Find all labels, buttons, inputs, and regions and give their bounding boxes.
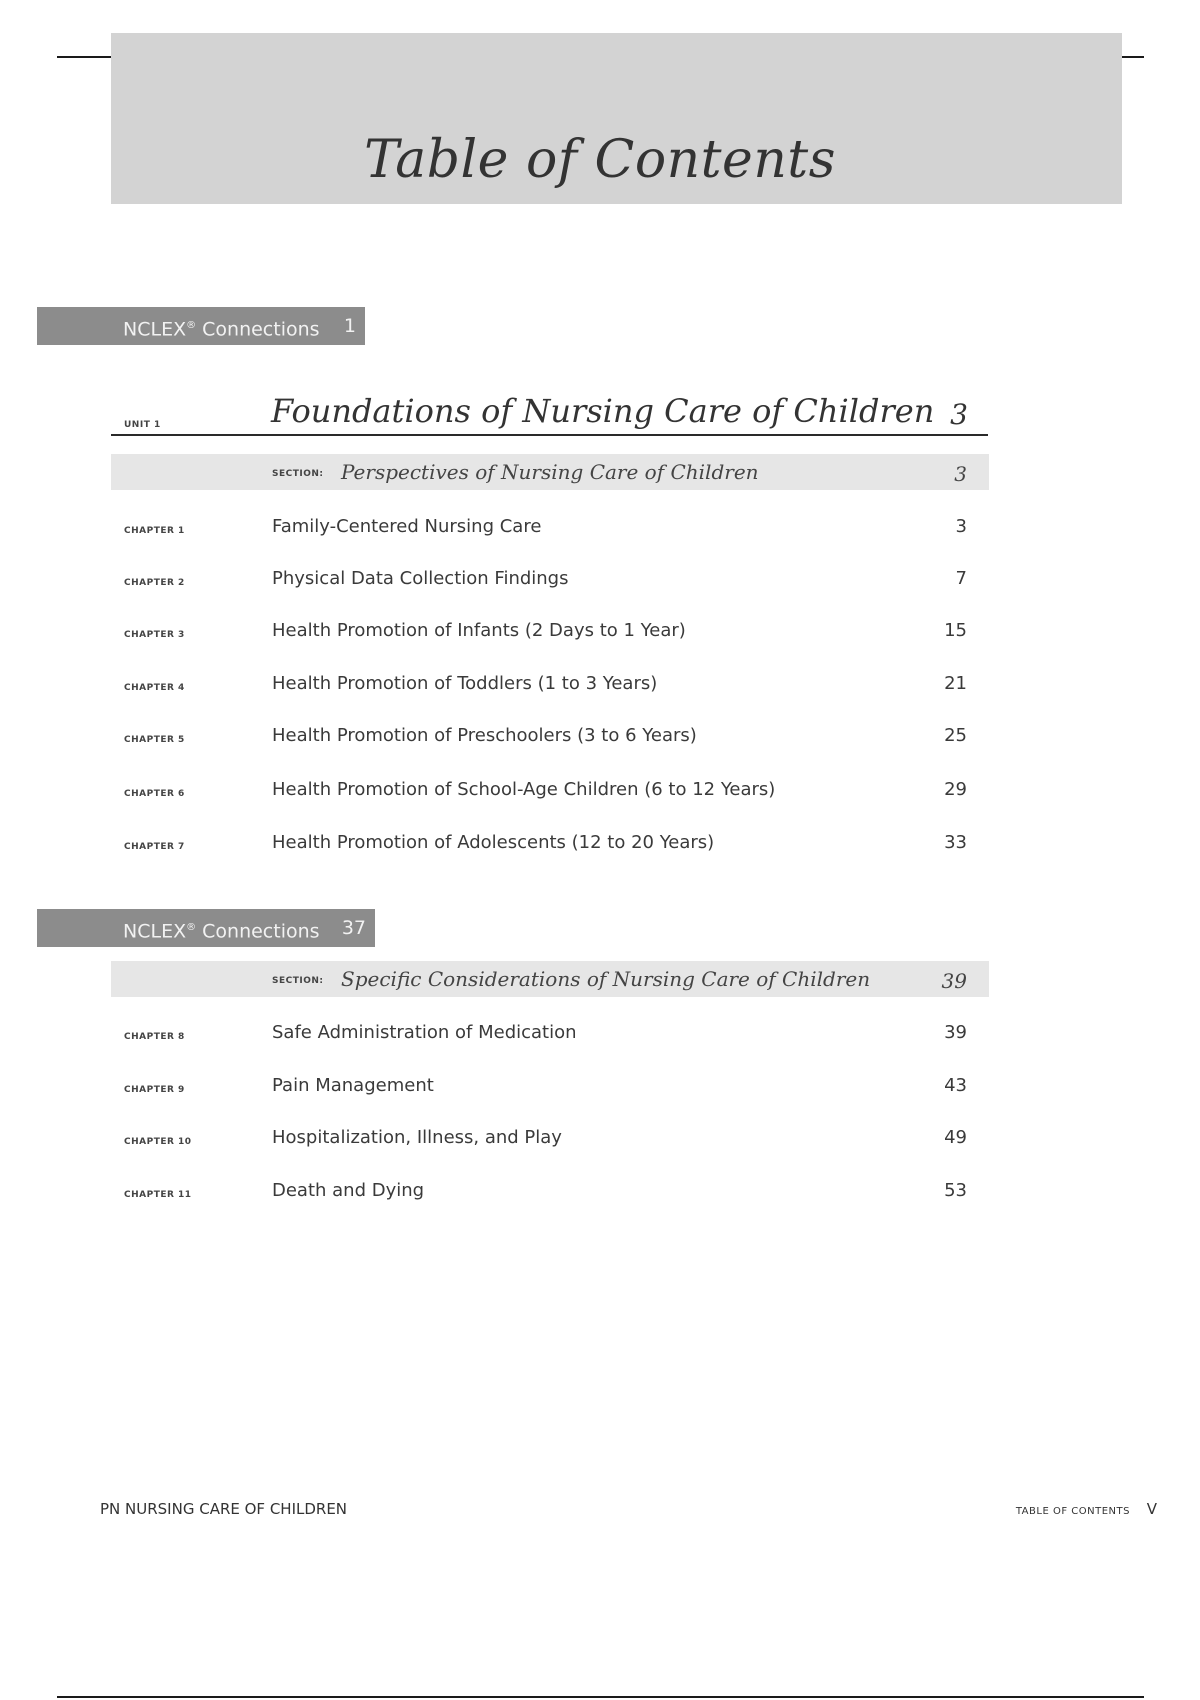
chapter-label: CHAPTER 2	[124, 578, 185, 588]
chapter-row-10[interactable]	[111, 1127, 981, 1157]
registered-mark: ®	[186, 320, 197, 331]
nclex-connections-link-1[interactable]	[37, 307, 365, 345]
chapter-label: CHAPTER 3	[124, 630, 185, 640]
chapter-title: Family-Centered Nursing Care	[272, 516, 542, 537]
chapter-page: 25	[944, 725, 967, 746]
chapter-page: 43	[944, 1075, 967, 1096]
page-title: Table of Contents	[364, 130, 836, 190]
chapter-title: Physical Data Collection Findings	[272, 568, 569, 589]
nclex-page: 37	[341, 917, 366, 939]
section-label: SECTION:	[272, 976, 324, 986]
chapter-title: Pain Management	[272, 1075, 434, 1096]
section-row-1[interactable]	[111, 454, 989, 490]
nclex-page: 1	[343, 315, 356, 337]
unit-title: Foundations of Nursing Care of Children	[271, 392, 935, 430]
footer-section-label: TABLE OF CONTENTS	[1015, 1506, 1130, 1517]
chapter-page: 53	[944, 1180, 967, 1201]
nclex-label: NCLEX	[123, 920, 187, 943]
chapter-title: Safe Administration of Medication	[272, 1022, 577, 1043]
chapter-row-7[interactable]	[111, 832, 981, 862]
footer-page-info	[1016, 1500, 1157, 1518]
chapter-title: Death and Dying	[272, 1180, 425, 1201]
chapter-page: 15	[944, 620, 967, 641]
chapter-page: 49	[944, 1127, 967, 1148]
chapter-title: Health Promotion of Infants (2 Days to 1 Year)	[272, 620, 686, 641]
unit-label: UNIT 1	[124, 420, 161, 430]
bottom-rule	[57, 1696, 1144, 1698]
chapter-page: 39	[944, 1022, 967, 1043]
unit-page: 3	[950, 398, 968, 431]
chapter-page: 21	[944, 673, 967, 694]
chapter-row-2[interactable]	[111, 568, 981, 598]
chapter-label: CHAPTER 4	[124, 683, 185, 693]
chapter-label: CHAPTER 10	[124, 1137, 192, 1147]
chapter-label: CHAPTER 7	[124, 842, 185, 852]
chapter-row-1[interactable]	[111, 516, 981, 546]
chapter-title: Health Promotion of Adolescents (12 to 20 Years)	[272, 832, 715, 853]
section-row-2[interactable]	[111, 961, 989, 997]
section-page: 39	[941, 969, 967, 993]
footer-book-title: PN NURSING CARE OF CHILDREN	[100, 1500, 348, 1518]
section-label: SECTION:	[272, 469, 324, 479]
nclex-connections-link-2[interactable]	[37, 909, 375, 947]
chapter-label: CHAPTER 6	[124, 789, 185, 799]
chapter-label: CHAPTER 9	[124, 1085, 185, 1095]
section-title: Specific Considerations of Nursing Care of Children	[341, 967, 871, 991]
chapter-row-3[interactable]	[111, 620, 981, 650]
nclex-suffix: Connections	[202, 920, 320, 943]
chapter-title: Health Promotion of Preschoolers (3 to 6 Years)	[272, 725, 697, 746]
chapter-title: Health Promotion of School-Age Children (6 to 12 Years)	[272, 779, 776, 800]
nclex-label: NCLEX	[123, 318, 187, 341]
chapter-row-5[interactable]	[111, 725, 981, 755]
nclex-suffix: Connections	[202, 318, 320, 341]
chapter-row-11[interactable]	[111, 1180, 981, 1210]
chapter-page: 33	[944, 832, 967, 853]
chapter-page: 3	[955, 516, 967, 537]
section-title: Perspectives of Nursing Care of Children	[341, 460, 759, 484]
chapter-row-9[interactable]	[111, 1075, 981, 1105]
chapter-label: CHAPTER 8	[124, 1032, 185, 1042]
chapter-row-6[interactable]	[111, 779, 981, 809]
chapter-row-4[interactable]	[111, 673, 981, 703]
registered-mark: ®	[186, 922, 197, 933]
top-rule-right	[1122, 56, 1144, 58]
section-page: 3	[954, 462, 967, 486]
chapter-row-8[interactable]	[111, 1022, 981, 1052]
footer-page-number: V	[1146, 1500, 1157, 1518]
chapter-label: CHAPTER 1	[124, 526, 185, 536]
chapter-label: CHAPTER 5	[124, 735, 185, 745]
chapter-label: CHAPTER 11	[124, 1190, 192, 1200]
chapter-title: Hospitalization, Illness, and Play	[272, 1127, 562, 1148]
unit-row[interactable]	[111, 392, 988, 436]
top-rule-left	[57, 56, 112, 58]
chapter-page: 29	[944, 779, 967, 800]
chapter-title: Health Promotion of Toddlers (1 to 3 Years)	[272, 673, 658, 694]
chapter-page: 7	[955, 568, 967, 589]
